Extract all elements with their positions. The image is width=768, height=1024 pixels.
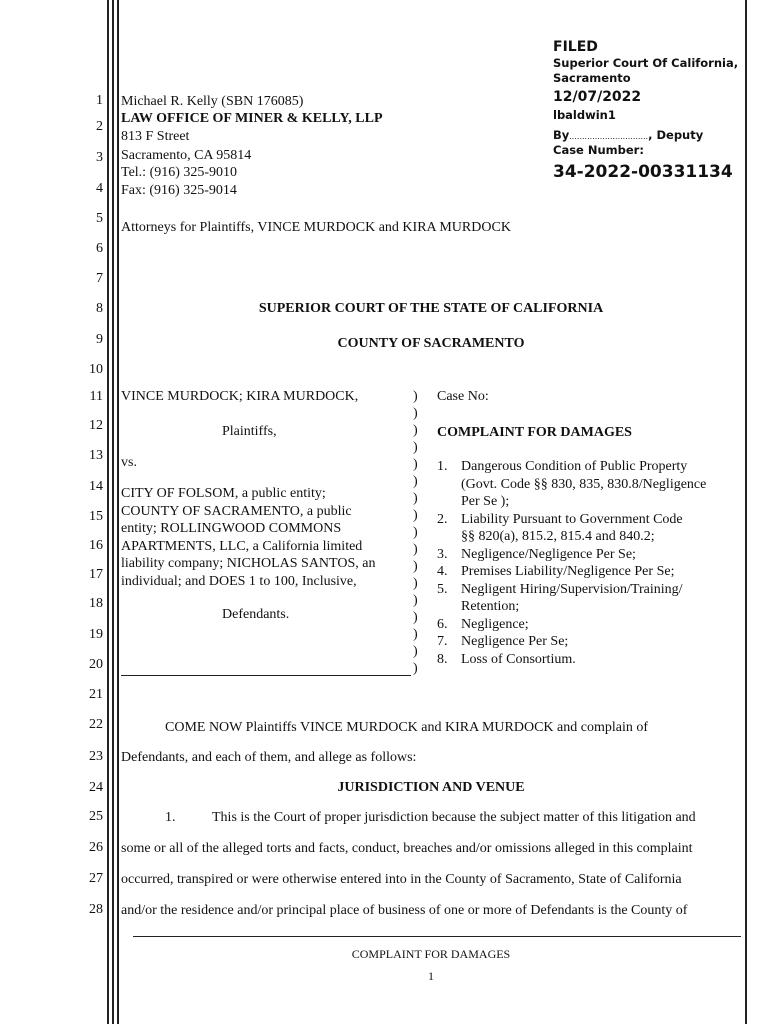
line-number: 21	[89, 687, 103, 702]
caption-paren: )	[413, 576, 418, 591]
caption-paren: )	[413, 542, 418, 557]
cause-text: Per Se );	[461, 494, 510, 509]
complaint-title: COMPLAINT FOR DAMAGES	[437, 425, 632, 440]
caption-paren: )	[413, 389, 418, 404]
cause-text: Liability Pursuant to Government Code	[461, 511, 683, 527]
line-number: 5	[96, 211, 103, 226]
line-number: 23	[89, 749, 103, 764]
caption-paren: )	[413, 457, 418, 472]
caption-paren: )	[413, 593, 418, 608]
cause-number: 2.	[437, 511, 448, 527]
caption-paren: )	[413, 525, 418, 540]
line-number: 18	[89, 596, 103, 611]
intro-line-1: COME NOW Plaintiffs VINCE MURDOCK and KIRA MURDOCK and complain of	[165, 720, 648, 735]
line-number: 28	[89, 902, 103, 917]
para-1-line-1: This is the Court of proper jurisdiction because the subject matter of this litigation and	[212, 810, 696, 825]
stamp-clerk: lbaldwin1	[553, 108, 616, 122]
line-number: 20	[89, 657, 103, 672]
court-name: SUPERIOR COURT OF THE STATE OF CALIFORNIA	[258, 301, 604, 316]
section-heading: JURISDICTION AND VENUE	[337, 780, 525, 795]
defendant-line: COUNTY OF SACRAMENTO, a public	[121, 503, 352, 519]
cause-of-action	[437, 633, 706, 651]
line-number: 8	[96, 301, 103, 316]
intro-line-2: Defendants, and each of them, and allege as follows:	[121, 750, 417, 765]
defendants-label: Defendants.	[222, 607, 290, 622]
cause-text: Negligence Per Se;	[461, 634, 569, 649]
law-firm-name: LAW OFFICE OF MINER & KELLY, LLP	[121, 111, 383, 126]
cause-text: Negligence;	[461, 616, 529, 632]
cause-number: 5.	[437, 581, 448, 597]
line-number: 26	[89, 840, 103, 855]
cause-text: Loss of Consortium.	[461, 651, 576, 667]
cause-text: §§ 820(a), 815.2, 815.4 and 840.2;	[461, 529, 655, 544]
firm-street: 813 F Street	[121, 129, 190, 144]
footer-title: COMPLAINT FOR DAMAGES	[351, 947, 511, 961]
cause-text: Negligent Hiring/Supervision/Training/	[461, 581, 683, 597]
line-number: 7	[96, 271, 103, 286]
caption-paren: )	[413, 627, 418, 642]
cause-number: 3.	[437, 546, 448, 562]
court-county: COUNTY OF SACRAMENTO	[337, 336, 525, 351]
left-margin-rule-outer	[107, 0, 109, 1024]
line-number: 3	[96, 150, 103, 165]
stamp-court: Superior Court Of California,	[553, 56, 739, 70]
caption-paren: )	[413, 661, 418, 676]
defendant-line: liability company; NICHOLAS SANTOS, an	[121, 556, 376, 571]
cause-of-action	[437, 581, 706, 616]
line-number: 4	[96, 181, 103, 196]
line-number: 19	[89, 627, 103, 642]
attorneys-for: Attorneys for Plaintiffs, VINCE MURDOCK and KIRA MURDOCK	[121, 220, 511, 235]
left-margin-rule-inner	[112, 0, 114, 1024]
para-1-line-3: occurred, transpired or were otherwise entered into in the County of Sacramento, State of California	[121, 872, 682, 887]
causes-of-action-list	[437, 458, 706, 668]
caption-paren: )	[413, 423, 418, 438]
firm-city: Sacramento, CA 95814	[121, 148, 252, 163]
cause-text: Negligence/Negligence Per Se;	[461, 546, 636, 562]
line-number: 6	[96, 241, 103, 256]
filed-label: FILED	[553, 39, 598, 55]
cause-text: (Govt. Code §§ 830, 835, 830.8/Negligence	[461, 476, 707, 492]
cause-of-action	[437, 563, 706, 581]
para-1-line-2: some or all of the alleged torts and facts, conduct, breaches and/or omissions alleged in this complaint	[121, 841, 693, 856]
caption-paren: )	[413, 491, 418, 506]
line-number: 9	[96, 332, 103, 347]
versus-label: vs.	[121, 455, 137, 470]
cause-of-action	[437, 511, 706, 546]
caption-paren: )	[413, 610, 418, 625]
cause-text: Premises Liability/Negligence Per Se;	[461, 564, 675, 579]
para-1-number: 1.	[165, 810, 176, 825]
caption-paren: )	[413, 644, 418, 659]
cause-of-action	[437, 616, 706, 634]
line-number: 1	[96, 93, 103, 108]
stamp-by-label: By	[553, 128, 570, 142]
caption-paren: )	[413, 474, 418, 489]
defendant-line: entity; ROLLINGWOOD COMMONS	[121, 521, 342, 536]
plaintiffs-label: Plaintiffs,	[222, 424, 277, 439]
defendant-line: individual; and DOES 1 to 100, Inclusive,	[121, 573, 357, 589]
line-number: 17	[89, 567, 103, 582]
firm-fax: Fax: (916) 325-9014	[121, 183, 237, 198]
line-number: 27	[89, 871, 103, 886]
cause-of-action	[437, 458, 706, 511]
cause-of-action	[437, 546, 706, 564]
defendant-line: APARTMENTS, LLC, a California limited	[121, 538, 363, 554]
attorney-name: Michael R. Kelly (SBN 176085)	[121, 94, 304, 109]
defendant-line: CITY OF FOLSOM, a public entity;	[121, 486, 326, 501]
caption-paren: )	[413, 440, 418, 455]
cause-number: 8.	[437, 651, 448, 667]
cause-number: 7.	[437, 634, 448, 649]
line-number: 11	[89, 389, 103, 404]
cause-text: Dangerous Condition of Public Property	[461, 459, 688, 474]
line-number: 15	[89, 509, 103, 524]
line-number: 14	[89, 479, 103, 494]
stamp-by-dots: ...............................	[569, 132, 649, 141]
stamp-by-line	[553, 128, 703, 144]
caption-paren: )	[413, 559, 418, 574]
stamp-case-number: 34-2022-00331134	[553, 162, 733, 182]
right-margin-rule	[745, 0, 747, 1024]
cause-number: 6.	[437, 616, 448, 632]
plaintiffs-names: VINCE MURDOCK; KIRA MURDOCK,	[121, 389, 359, 404]
line-number: 2	[96, 119, 103, 134]
line-number: 10	[89, 362, 103, 377]
page-number: 1	[428, 969, 434, 983]
cause-text: Retention;	[461, 599, 520, 614]
line-number: 24	[89, 780, 103, 795]
caption-paren: )	[413, 406, 418, 421]
cause-number: 1.	[437, 459, 448, 474]
caption-paren: )	[413, 508, 418, 523]
stamp-case-number-label: Case Number:	[553, 143, 644, 157]
cause-number: 4.	[437, 564, 448, 579]
footer-rule	[133, 936, 741, 937]
para-1-line-4: and/or the residence and/or principal place of business of one or more of Defendants is the County of	[121, 903, 688, 918]
left-margin-rule-third	[117, 0, 119, 1024]
case-no-label: Case No:	[437, 389, 489, 404]
line-number: 12	[89, 418, 103, 433]
firm-tel: Tel.: (916) 325-9010	[121, 165, 238, 180]
stamp-date: 12/07/2022	[553, 89, 642, 105]
line-number: 22	[89, 717, 103, 732]
line-number: 16	[89, 538, 103, 553]
cause-of-action	[437, 651, 706, 669]
line-number: 13	[89, 448, 103, 463]
caption-underline	[121, 675, 411, 676]
stamp-deputy: , Deputy	[648, 128, 704, 142]
stamp-county: Sacramento	[553, 71, 631, 85]
line-number: 25	[89, 809, 103, 824]
